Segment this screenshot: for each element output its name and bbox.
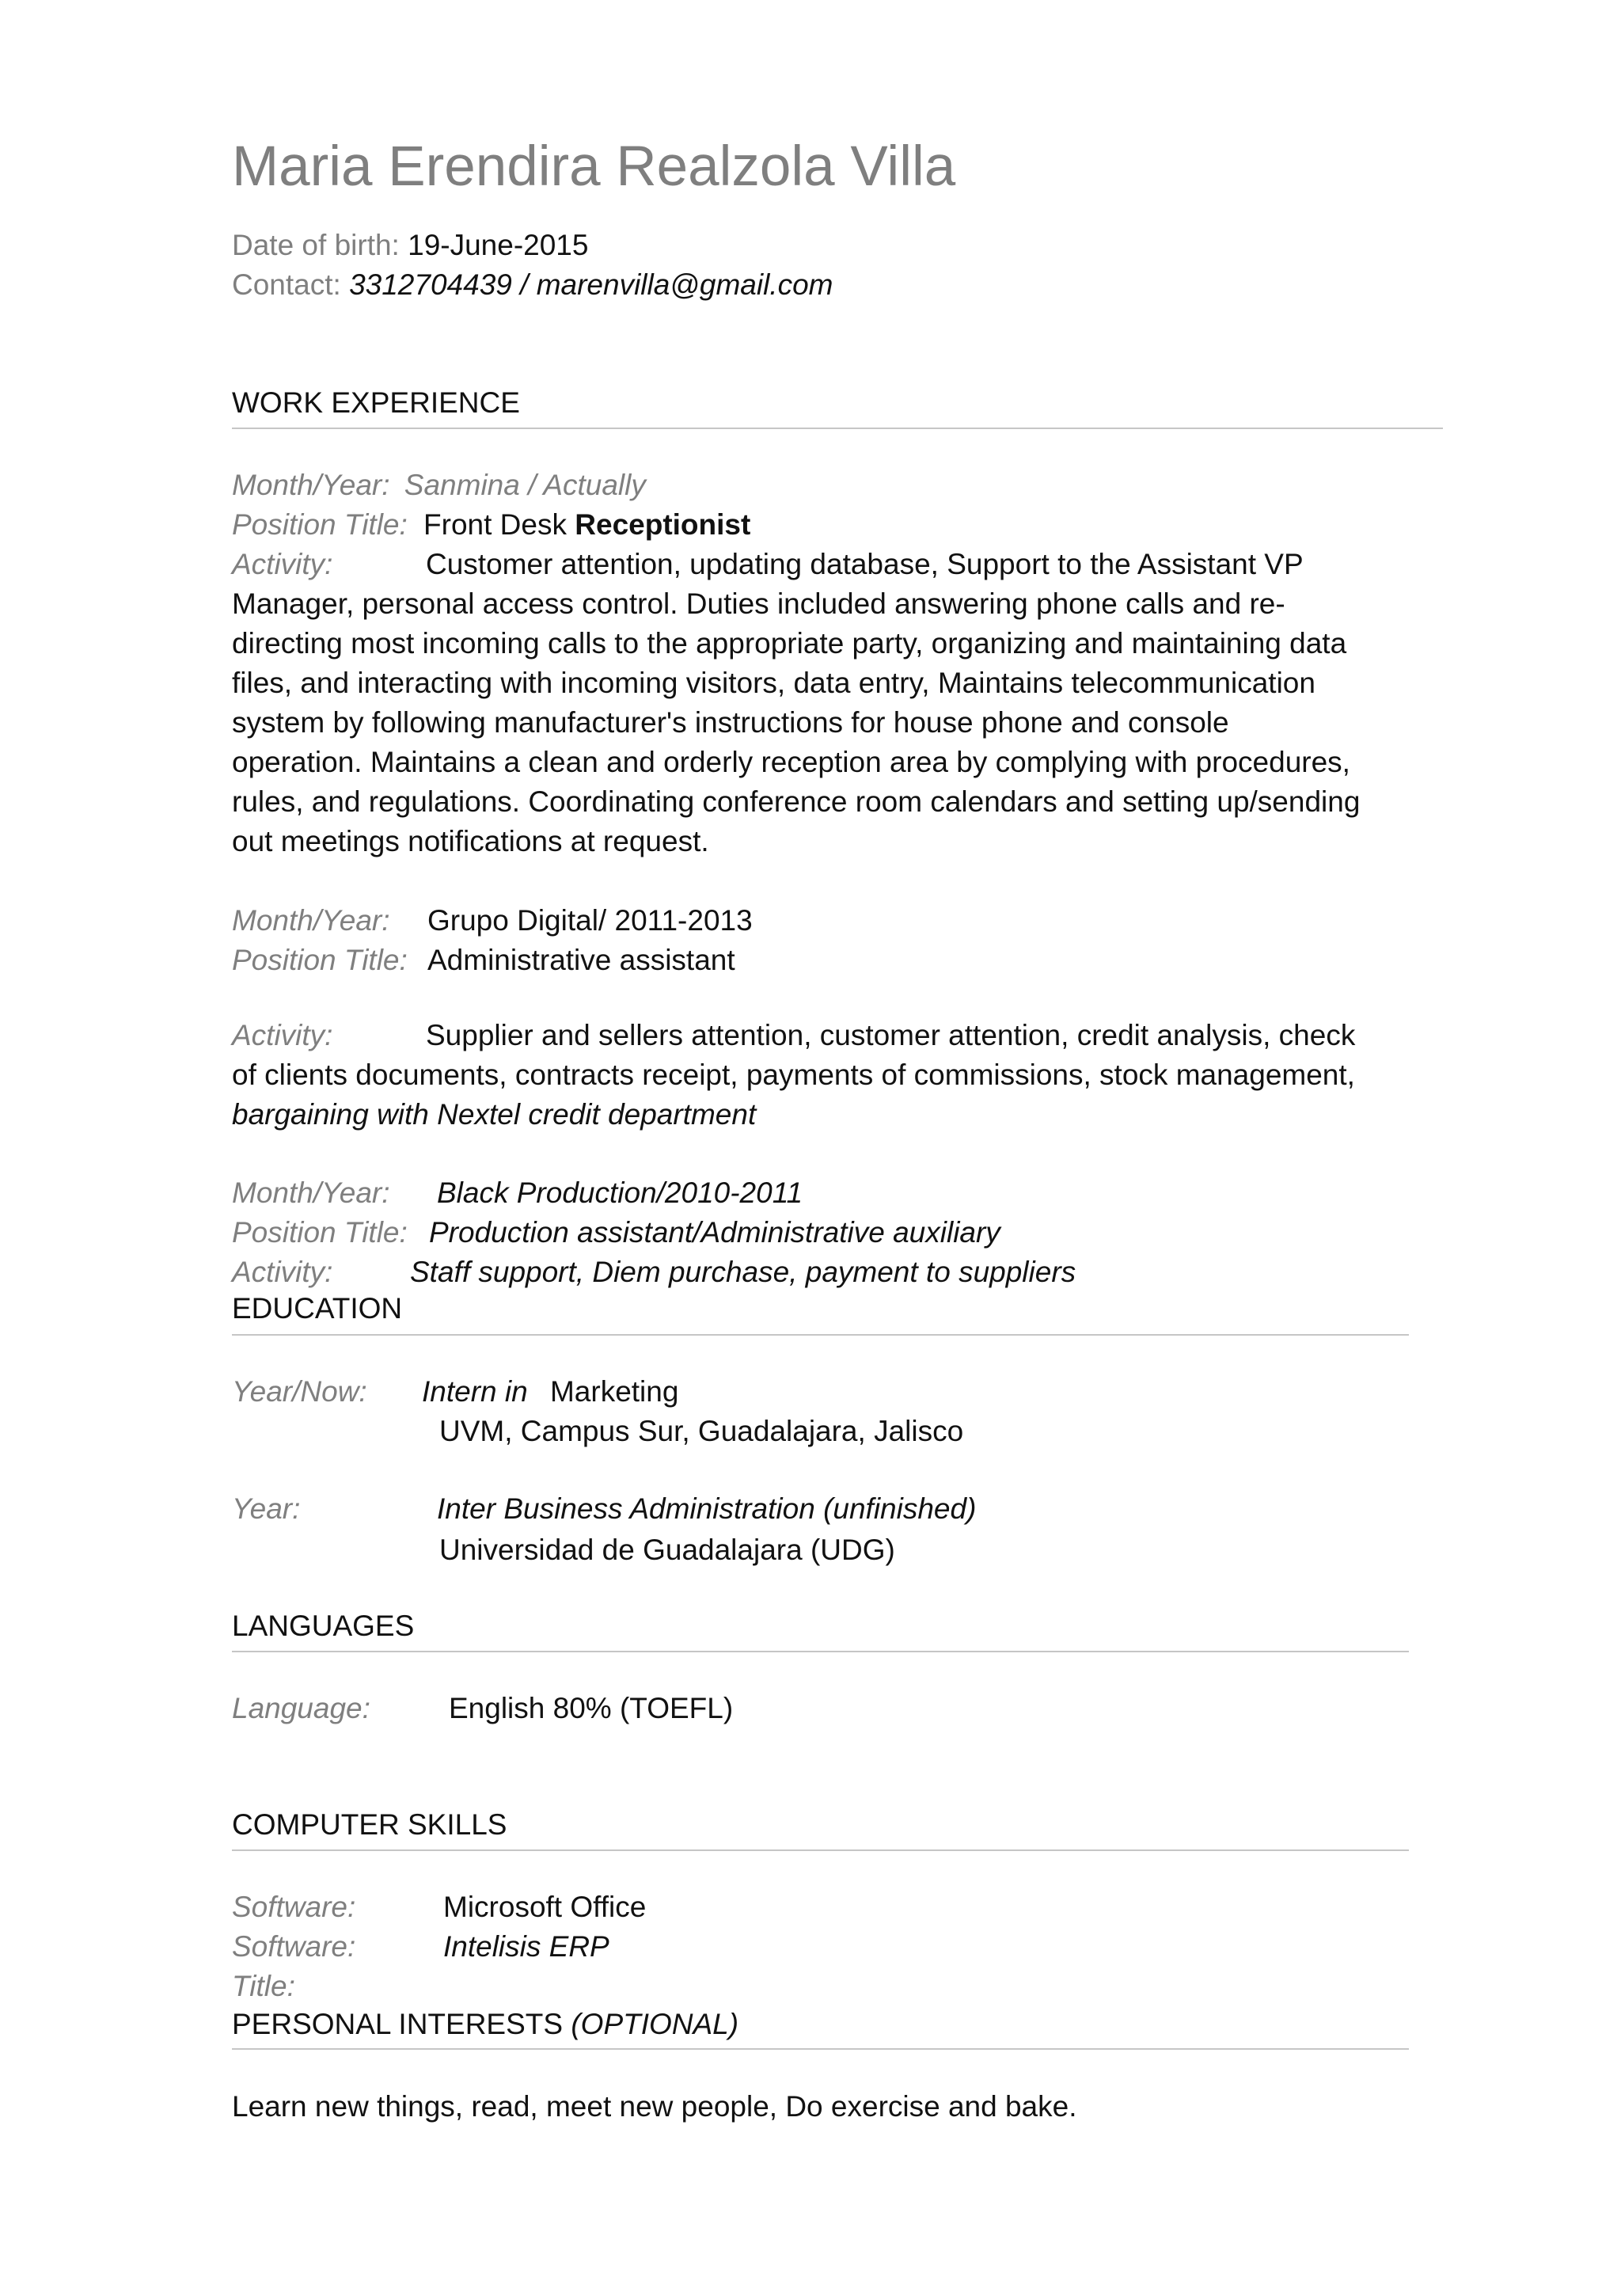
- activity-line: Manager, personal access control. Duties included answering phone calls and re-: [232, 587, 1285, 620]
- month-year-label: Month/Year:: [232, 904, 390, 937]
- section-divider: [232, 1849, 1409, 1851]
- activity-label: Activity:: [232, 1019, 333, 1051]
- position-value-bold: Receptionist: [575, 508, 751, 541]
- language-value: English 80% (TOEFL): [449, 1692, 734, 1724]
- activity-label: Activity:: [232, 1256, 333, 1288]
- personal-interests-heading: [232, 2008, 738, 2041]
- month-year-label: Month/Year:: [232, 469, 390, 501]
- section-divider: [232, 2048, 1409, 2050]
- personal-interests-heading-optional: (OPTIONAL): [571, 2008, 739, 2040]
- contact-value: 3312704439 / marenvilla@gmail.com: [349, 268, 833, 301]
- activity-line: directing most incoming calls to the appropriate party, organizing and maintaining data: [232, 627, 1347, 660]
- job-2-activity-first-line: Supplier and sellers attention, customer attention, credit analysis, check: [426, 1019, 1356, 1051]
- software-value: Microsoft Office: [443, 1891, 647, 1923]
- month-year-value: Black Production/2010-2011: [437, 1177, 803, 1209]
- language-label: Language:: [232, 1692, 370, 1724]
- job-1-activity-first-line: Customer attention, updating database, Support to the Assistant VP: [426, 548, 1304, 580]
- activity-line: operation. Maintains a clean and orderly reception area by complying with procedures,: [232, 746, 1350, 778]
- degree-italic: Inter Business Administration (unfinished): [437, 1492, 977, 1525]
- personal-interests-text: Learn new things, read, meet new people, Do exercise and bake.: [232, 2090, 1077, 2123]
- contact-label: Contact:: [232, 268, 341, 301]
- activity-line: system by following manufacturer's instructions for house phone and console: [232, 706, 1229, 739]
- month-year-value: Sanmina / Actually: [404, 469, 646, 501]
- activity-line: of clients documents, contracts receipt, payments of commissions, stock management,: [232, 1059, 1355, 1091]
- position-value: Front Desk: [423, 508, 567, 541]
- personal-interests-heading-text: PERSONAL INTERESTS: [232, 2008, 564, 2040]
- education-label: Year:: [232, 1492, 301, 1525]
- job-1-position: [232, 505, 750, 545]
- education-heading: EDUCATION: [232, 1292, 403, 1325]
- degree-field: Marketing: [549, 1375, 679, 1408]
- software-label: Software:: [232, 1930, 356, 1963]
- education-label: Year/Now:: [232, 1375, 367, 1408]
- position-label: Position Title:: [232, 1216, 408, 1249]
- activity-line: files, and interacting with incoming visitors, data entry, Maintains telecommunication: [232, 667, 1315, 699]
- education-degree: [422, 1372, 678, 1412]
- position-value: Administrative assistant: [427, 944, 735, 976]
- resume-name: Maria Erendira Realzola Villa: [232, 135, 956, 198]
- software-label: Software:: [232, 1891, 356, 1923]
- work-experience-heading: WORK EXPERIENCE: [232, 386, 520, 419]
- section-divider: [232, 1651, 1409, 1652]
- degree-italic: Intern in: [422, 1375, 528, 1408]
- education-school: Universidad de Guadalajara (UDG): [439, 1534, 895, 1566]
- contact-line: [232, 265, 833, 305]
- position-label: Position Title:: [232, 508, 408, 541]
- position-value: Production assistant/Administrative auxiliary: [429, 1216, 1000, 1249]
- dob-label: Date of birth:: [232, 229, 400, 261]
- activity-value: Staff support, Diem purchase, payment to suppliers: [410, 1256, 1076, 1288]
- dob-value: 19-June-2015: [408, 229, 589, 261]
- job-1-activity-text: [232, 584, 1411, 861]
- month-year-label: Month/Year:: [232, 1177, 390, 1209]
- job-2-activity-text: [232, 1055, 1411, 1135]
- title-label: Title:: [232, 1970, 295, 2002]
- section-divider: [232, 1334, 1409, 1336]
- job-1-month-year: [232, 466, 646, 505]
- month-year-value: Grupo Digital/ 2011-2013: [427, 904, 753, 937]
- education-school: UVM, Campus Sur, Guadalajara, Jalisco: [439, 1415, 964, 1447]
- activity-line-italic: bargaining with Nextel credit department: [232, 1098, 757, 1131]
- activity-label: Activity:: [232, 548, 333, 580]
- position-label: Position Title:: [232, 944, 408, 976]
- section-divider: [232, 428, 1443, 429]
- activity-line: rules, and regulations. Coordinating conference room calendars and setting up/sending: [232, 785, 1361, 818]
- languages-heading: LANGUAGES: [232, 1610, 415, 1642]
- activity-line: out meetings notifications at request.: [232, 825, 709, 857]
- software-value: Intelisis ERP: [443, 1930, 609, 1963]
- computer-skills-heading: COMPUTER SKILLS: [232, 1808, 507, 1841]
- date-of-birth-line: [232, 226, 588, 265]
